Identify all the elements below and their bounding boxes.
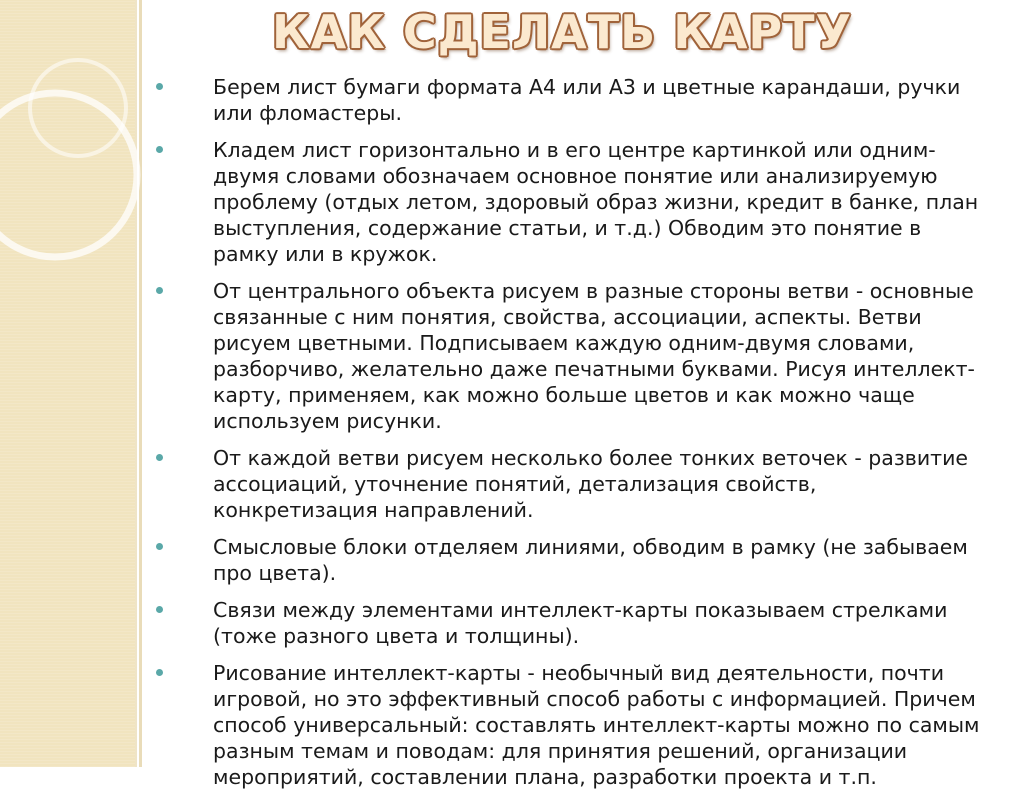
bullet-text: От центрального объекта рисуем в разные стороны ветви - основные связанные с ним понятия, свойства, ассоциации, аспекты. Ветви рисуем цветными. Подписываем каждую одним-двумя словами, разборчиво, желательно даже печатными буквами. Рисуя интеллект-карту, применяем, как можно больше цветов и как можно чаще используем рисунки. [213, 279, 975, 433]
bullet-dot-icon [156, 454, 163, 461]
bullet-text: Связи между элементами интеллект-карты показываем стрелками (тоже разного цвета и толщины). [213, 598, 948, 648]
bullet-item [156, 660, 986, 790]
bullet-dot-icon [156, 543, 163, 550]
decorative-ring-large [0, 93, 137, 257]
bullet-item [156, 137, 986, 267]
decorative-ring-small [30, 60, 126, 156]
bullet-item [156, 74, 986, 126]
bullet-dot-icon [156, 669, 163, 676]
bullet-text: От каждой ветви рисуем несколько более тонких веточек - развитие ассоциаций, уточнение понятий, детализация свойств, конкретизация направлений. [213, 446, 969, 522]
bullet-text: Смысловые блоки отделяем линиями, обводим в рамку (не забываем про цвета). [213, 535, 968, 585]
bullet-item [156, 597, 986, 649]
bullet-text: Берем лист бумаги формата А4 или А3 и цветные карандаши, ручки или фломастеры. [213, 75, 961, 125]
bullet-dot-icon [156, 606, 163, 613]
bullet-item [156, 534, 986, 586]
bullet-text: Рисование интеллект-карты - необычный вид деятельности, почти игровой, но это эффективный способ работы с информацией. Причем способ универсальный: составлять интеллект-карты можно по самым разным темам и поводам: для принятия решений, организации мероприятий, составлении плана, разработки проекта и т.п. [213, 661, 980, 789]
bullet-item [156, 278, 986, 434]
bullet-text: Кладем лист горизонтально и в его центре картинкой или одним-двумя словами обозначаем основное понятие или анализируемую проблему (отдых летом, здоровый образ жизни, кредит в банке, план выступления, содержание статьи, и т.д.) Обводим это понятие в рамку или в кружок. [213, 138, 979, 266]
bullet-dot-icon [156, 83, 163, 90]
bullet-item [156, 445, 986, 523]
slide-title: КАК СДЕЛАТЬ КАРТУ [272, 5, 852, 59]
bullet-dot-icon [156, 146, 163, 153]
bullet-dot-icon [156, 287, 163, 294]
bullet-list [156, 74, 986, 801]
